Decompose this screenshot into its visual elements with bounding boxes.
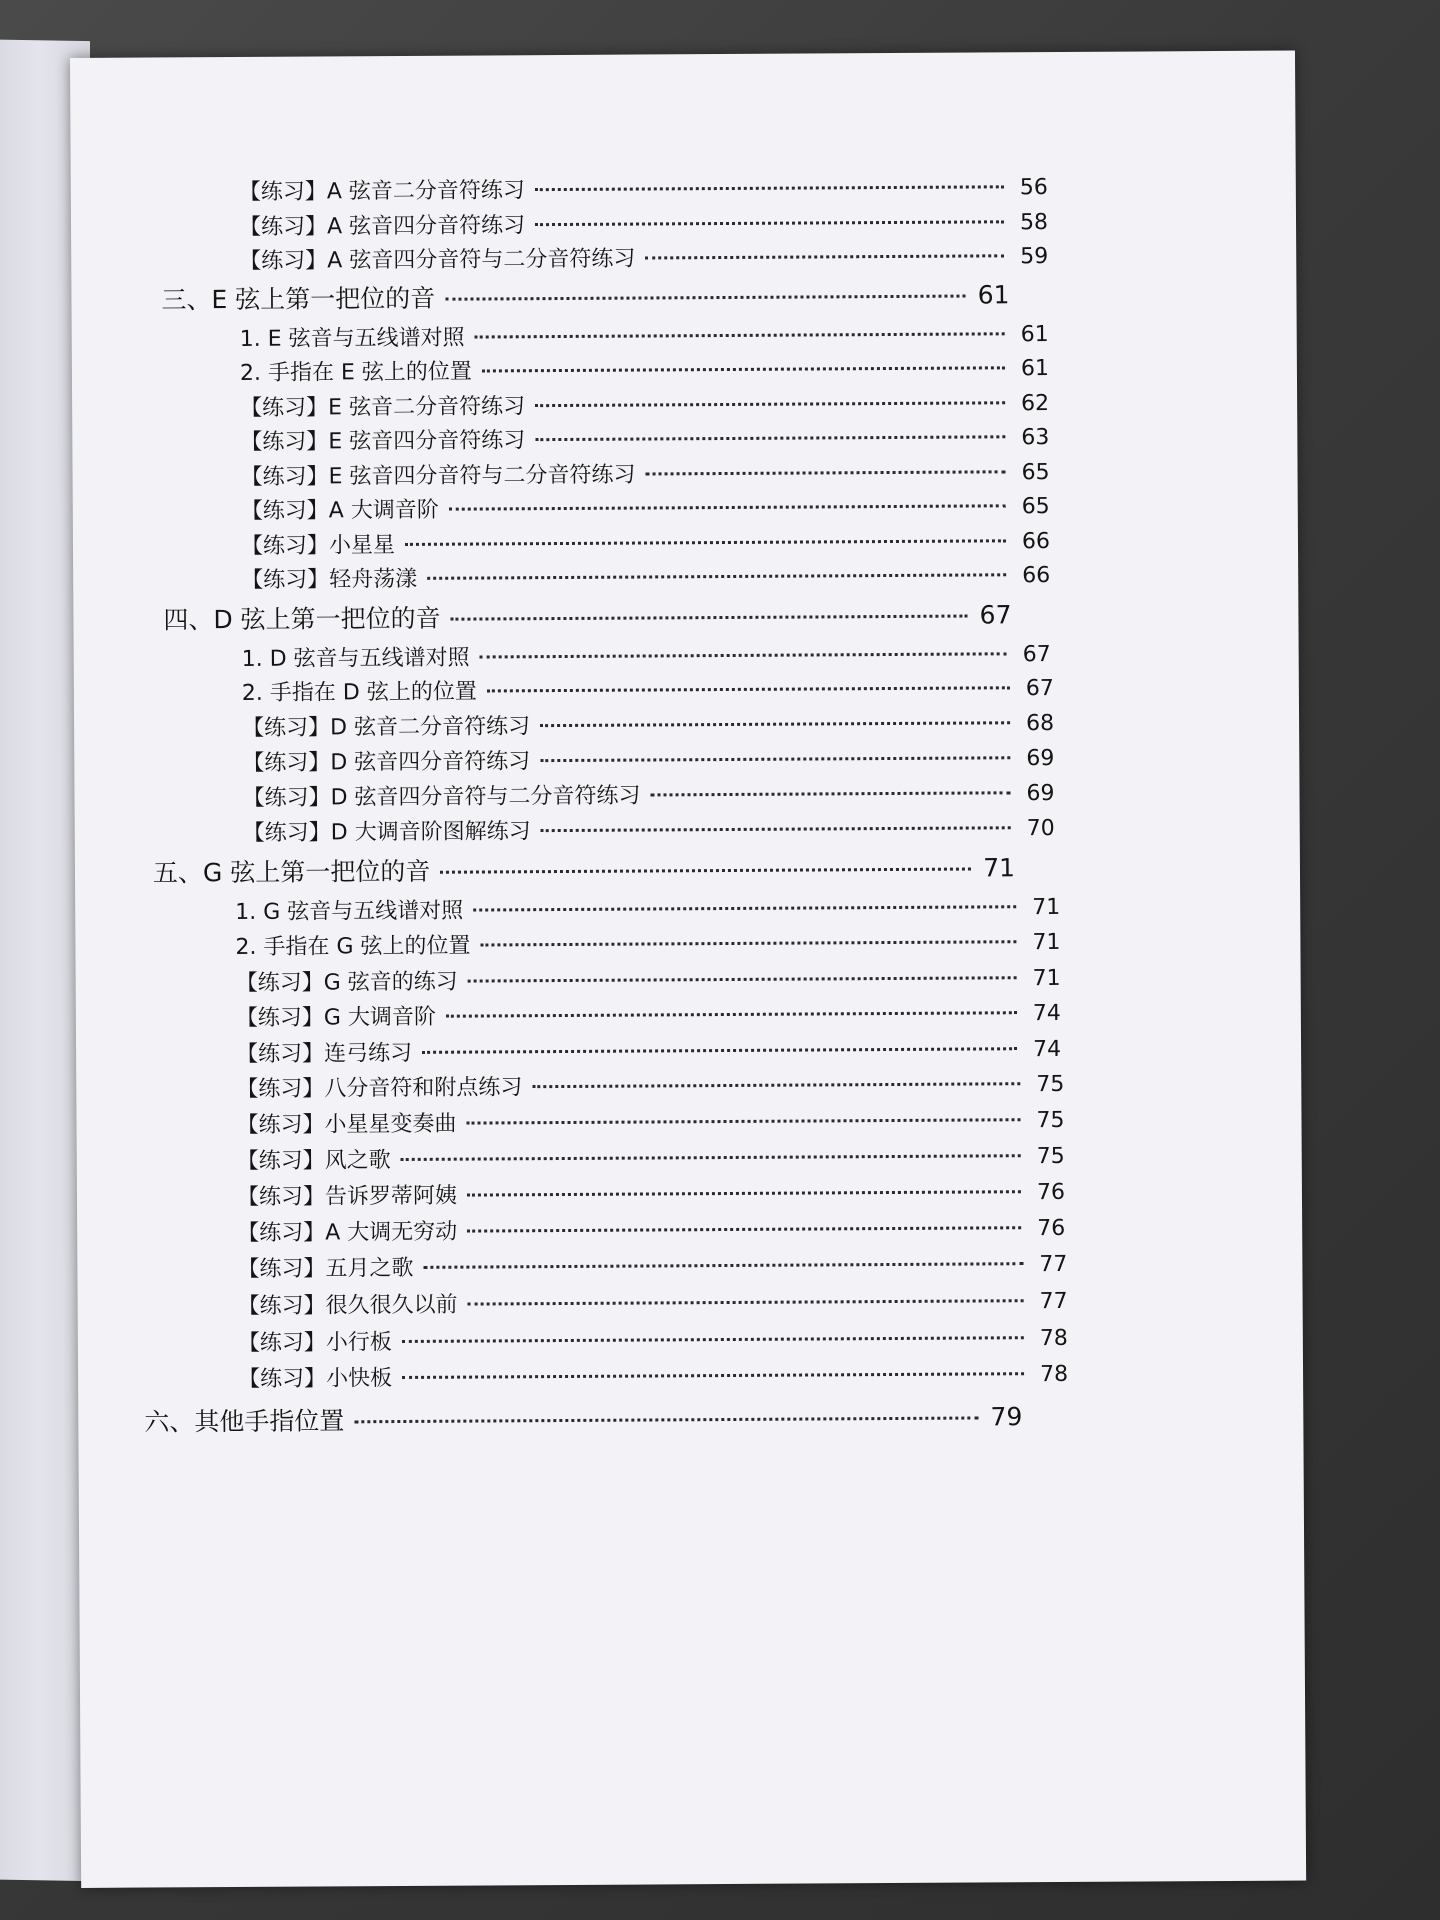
- toc-page-number: 67: [1025, 676, 1054, 702]
- toc-subentry: [239, 205, 1048, 241]
- dot-leader: [467, 1226, 1021, 1232]
- toc-subentry: [242, 776, 1054, 812]
- dot-leader: [467, 1190, 1021, 1196]
- dot-leader: [468, 1299, 1024, 1305]
- toc-entry-title: 【练习】G 弦音的练习: [235, 969, 458, 997]
- toc-page-number: 71: [983, 853, 1016, 883]
- dot-leader: [445, 295, 965, 301]
- toc-page-number: 77: [1039, 1288, 1068, 1315]
- toc-section-entry: [153, 848, 1015, 889]
- toc-entry-title: 2. 手指在 E 弦上的位置: [239, 359, 472, 386]
- toc-subentry: [236, 1032, 1061, 1068]
- toc-section-entry: [163, 595, 1011, 636]
- toc-subentry: [238, 1284, 1068, 1320]
- dot-leader: [422, 1047, 1017, 1054]
- dot-leader: [405, 539, 1006, 546]
- toc-entry-title: 【练习】风之歌: [236, 1148, 391, 1175]
- toc-subentry: [242, 637, 1051, 673]
- dot-leader: [535, 220, 1004, 226]
- toc-subentry: [240, 420, 1049, 456]
- toc-page: [70, 51, 1306, 1888]
- toc-page-number: 74: [1032, 1036, 1062, 1063]
- toc-subentry: [238, 1321, 1068, 1357]
- toc-subentry: [241, 489, 1050, 525]
- dot-leader: [532, 1082, 1020, 1088]
- dot-leader: [467, 1118, 1021, 1124]
- toc-entry-title: 【练习】告诉罗蒂阿姨: [236, 1183, 458, 1211]
- toc-page-number: 65: [1021, 460, 1050, 486]
- toc-entry-title: 【练习】小星星: [240, 533, 396, 559]
- toc-subentry: [239, 170, 1048, 206]
- toc-entry-title: 【练习】D 大调音阶图解练习: [242, 819, 531, 846]
- toc-page-number: 62: [1021, 391, 1050, 417]
- toc-subentry: [236, 996, 1061, 1032]
- toc-subentry: [240, 317, 1049, 353]
- toc-page-number: 68: [1026, 711, 1055, 737]
- toc-page-number: 79: [990, 1402, 1023, 1432]
- toc-page-number: 69: [1026, 780, 1055, 807]
- toc-subentry: [238, 1357, 1068, 1393]
- dot-leader: [645, 470, 1005, 475]
- toc-section-entry: [144, 1397, 1022, 1438]
- toc-entry-title: 【练习】很久很久以前: [237, 1292, 458, 1319]
- toc-entry-title: 2. 手指在 D 弦上的位置: [241, 679, 477, 706]
- toc-page-number: 69: [1026, 746, 1055, 772]
- toc-entry-title: 【练习】A 大调音阶: [240, 497, 439, 524]
- toc-entry-title: 1. E 弦音与五线谱对照: [239, 325, 465, 352]
- toc-subentry: [237, 1211, 1065, 1247]
- toc-page-number: 67: [1022, 642, 1051, 668]
- dot-leader: [487, 686, 1010, 692]
- toc-subentry: [237, 1139, 1065, 1175]
- toc-entry-title: 【练习】D 弦音四分音符与二分音符练习: [242, 783, 641, 811]
- toc-entry-title: 【练习】G 大调音阶: [235, 1004, 436, 1032]
- toc-subentry: [242, 741, 1054, 777]
- toc-subentry: [235, 890, 1060, 926]
- dot-leader: [540, 756, 1010, 762]
- toc-page-number: 78: [1039, 1325, 1068, 1352]
- toc-entry-title: 【练习】小星星变奏曲: [236, 1111, 457, 1139]
- dot-leader: [645, 254, 1004, 259]
- toc-subentry: [240, 455, 1049, 491]
- toc-subentry: [237, 1247, 1067, 1283]
- dot-leader: [423, 1262, 1023, 1269]
- dot-leader: [354, 1416, 978, 1423]
- dot-leader: [446, 1011, 1017, 1017]
- toc-entry-title: 1. D 弦音与五线谱对照: [241, 645, 470, 672]
- toc-entry-title: 【练习】八分音符和附点练习: [236, 1075, 523, 1103]
- toc-page-number: 70: [1026, 815, 1055, 842]
- toc-entry-title: 【练习】A 大调无穷动: [237, 1219, 458, 1247]
- toc-subentry: [236, 961, 1061, 997]
- toc-page-number: 67: [979, 600, 1012, 630]
- dot-leader: [401, 1154, 1021, 1161]
- dot-leader: [473, 905, 1016, 911]
- dot-leader: [449, 504, 1006, 510]
- toc-entry-title: 【练习】E 弦音四分音符与二分音符练习: [240, 462, 636, 490]
- toc-entry-title: 【练习】连弓练习: [236, 1040, 413, 1068]
- toc-subentry: [241, 558, 1050, 594]
- toc-subentry: [240, 386, 1049, 422]
- toc-entry-title: 【练习】A 弦音二分音符练习: [238, 178, 525, 205]
- toc-page-number: 71: [1032, 894, 1061, 921]
- toc-page-number: 61: [977, 280, 1010, 310]
- toc-page-number: 77: [1039, 1251, 1068, 1278]
- toc-page-number: 58: [1019, 210, 1049, 236]
- toc-subentry: [241, 524, 1050, 560]
- toc-page-number: 59: [1020, 244, 1049, 270]
- toc-subentry: [243, 811, 1055, 847]
- toc-entry-title: 【练习】小行板: [237, 1330, 392, 1356]
- toc-subentry: [235, 925, 1060, 961]
- toc-page-number: 71: [1032, 965, 1061, 992]
- toc-entry-title: 【练习】小快板: [237, 1366, 393, 1392]
- toc-page-number: 78: [1039, 1361, 1069, 1388]
- toc-page-number: 66: [1021, 529, 1051, 555]
- toc-page-number: 61: [1020, 322, 1049, 348]
- toc-subentry: [237, 1175, 1065, 1211]
- dot-leader: [440, 868, 971, 874]
- toc-subentry: [240, 351, 1049, 387]
- toc-subentry: [239, 239, 1048, 275]
- dot-leader: [482, 366, 1005, 372]
- dot-leader: [540, 721, 1010, 727]
- toc-entry-title: 1. G 弦音与五线谱对照: [235, 898, 464, 926]
- dot-leader: [475, 332, 1005, 338]
- toc-page-number: 75: [1036, 1071, 1065, 1098]
- toc-entry-title: 【练习】D 弦音二分音符练习: [242, 714, 531, 741]
- toc-entry-title: 【练习】A 弦音四分音符与二分音符练习: [239, 246, 636, 274]
- dot-leader: [650, 791, 1010, 796]
- dot-leader: [468, 976, 1017, 982]
- toc-page-number: 66: [1022, 563, 1051, 589]
- dot-leader: [451, 615, 968, 621]
- toc-page-number: 76: [1036, 1179, 1066, 1206]
- dot-leader: [541, 826, 1011, 832]
- dot-leader: [535, 401, 1005, 407]
- toc-page-number: 71: [1032, 929, 1061, 956]
- toc-page-number: 56: [1019, 175, 1048, 201]
- toc-entry-title: 六、其他手指位置: [144, 1406, 345, 1437]
- toc-page-number: 61: [1020, 356, 1049, 382]
- dot-leader: [480, 940, 1016, 946]
- toc-page-number: 65: [1021, 494, 1050, 520]
- toc-page-number: 76: [1037, 1215, 1066, 1242]
- toc-entry-title: 【练习】E 弦音四分音符练习: [240, 428, 526, 455]
- dot-leader: [535, 185, 1004, 191]
- toc-subentry: [242, 706, 1054, 742]
- toc-entry-title: 【练习】轻舟荡漾: [241, 566, 418, 593]
- toc-entry-title: 五、G 弦上第一把位的音: [152, 856, 431, 888]
- toc-section-entry: [161, 275, 1009, 316]
- toc-entry-title: 【练习】D 弦音四分音符练习: [242, 749, 531, 776]
- dot-leader: [402, 1336, 1024, 1343]
- toc-entry-title: 【练习】E 弦音二分音符练习: [240, 394, 526, 421]
- toc-page-number: 74: [1032, 1000, 1061, 1027]
- toc-subentry: [236, 1103, 1064, 1139]
- toc-entry-title: 【练习】A 弦音四分音符练习: [238, 213, 526, 240]
- dot-leader: [402, 1372, 1024, 1379]
- dot-leader: [535, 435, 1005, 441]
- toc-page-number: 63: [1021, 425, 1050, 451]
- toc-page-number: 75: [1036, 1107, 1065, 1134]
- toc-entry-title: 【练习】五月之歌: [237, 1255, 414, 1282]
- toc-entry-title: 三、E 弦上第一把位的音: [161, 283, 436, 315]
- toc-subentry: [242, 671, 1054, 707]
- toc-entry-title: 2. 手指在 G 弦上的位置: [235, 933, 471, 961]
- toc-subentry: [236, 1067, 1064, 1103]
- dot-leader: [480, 652, 1007, 658]
- dot-leader: [427, 573, 1006, 580]
- toc-page-number: 75: [1036, 1143, 1065, 1170]
- toc-entry-title: 四、D 弦上第一把位的音: [163, 603, 441, 635]
